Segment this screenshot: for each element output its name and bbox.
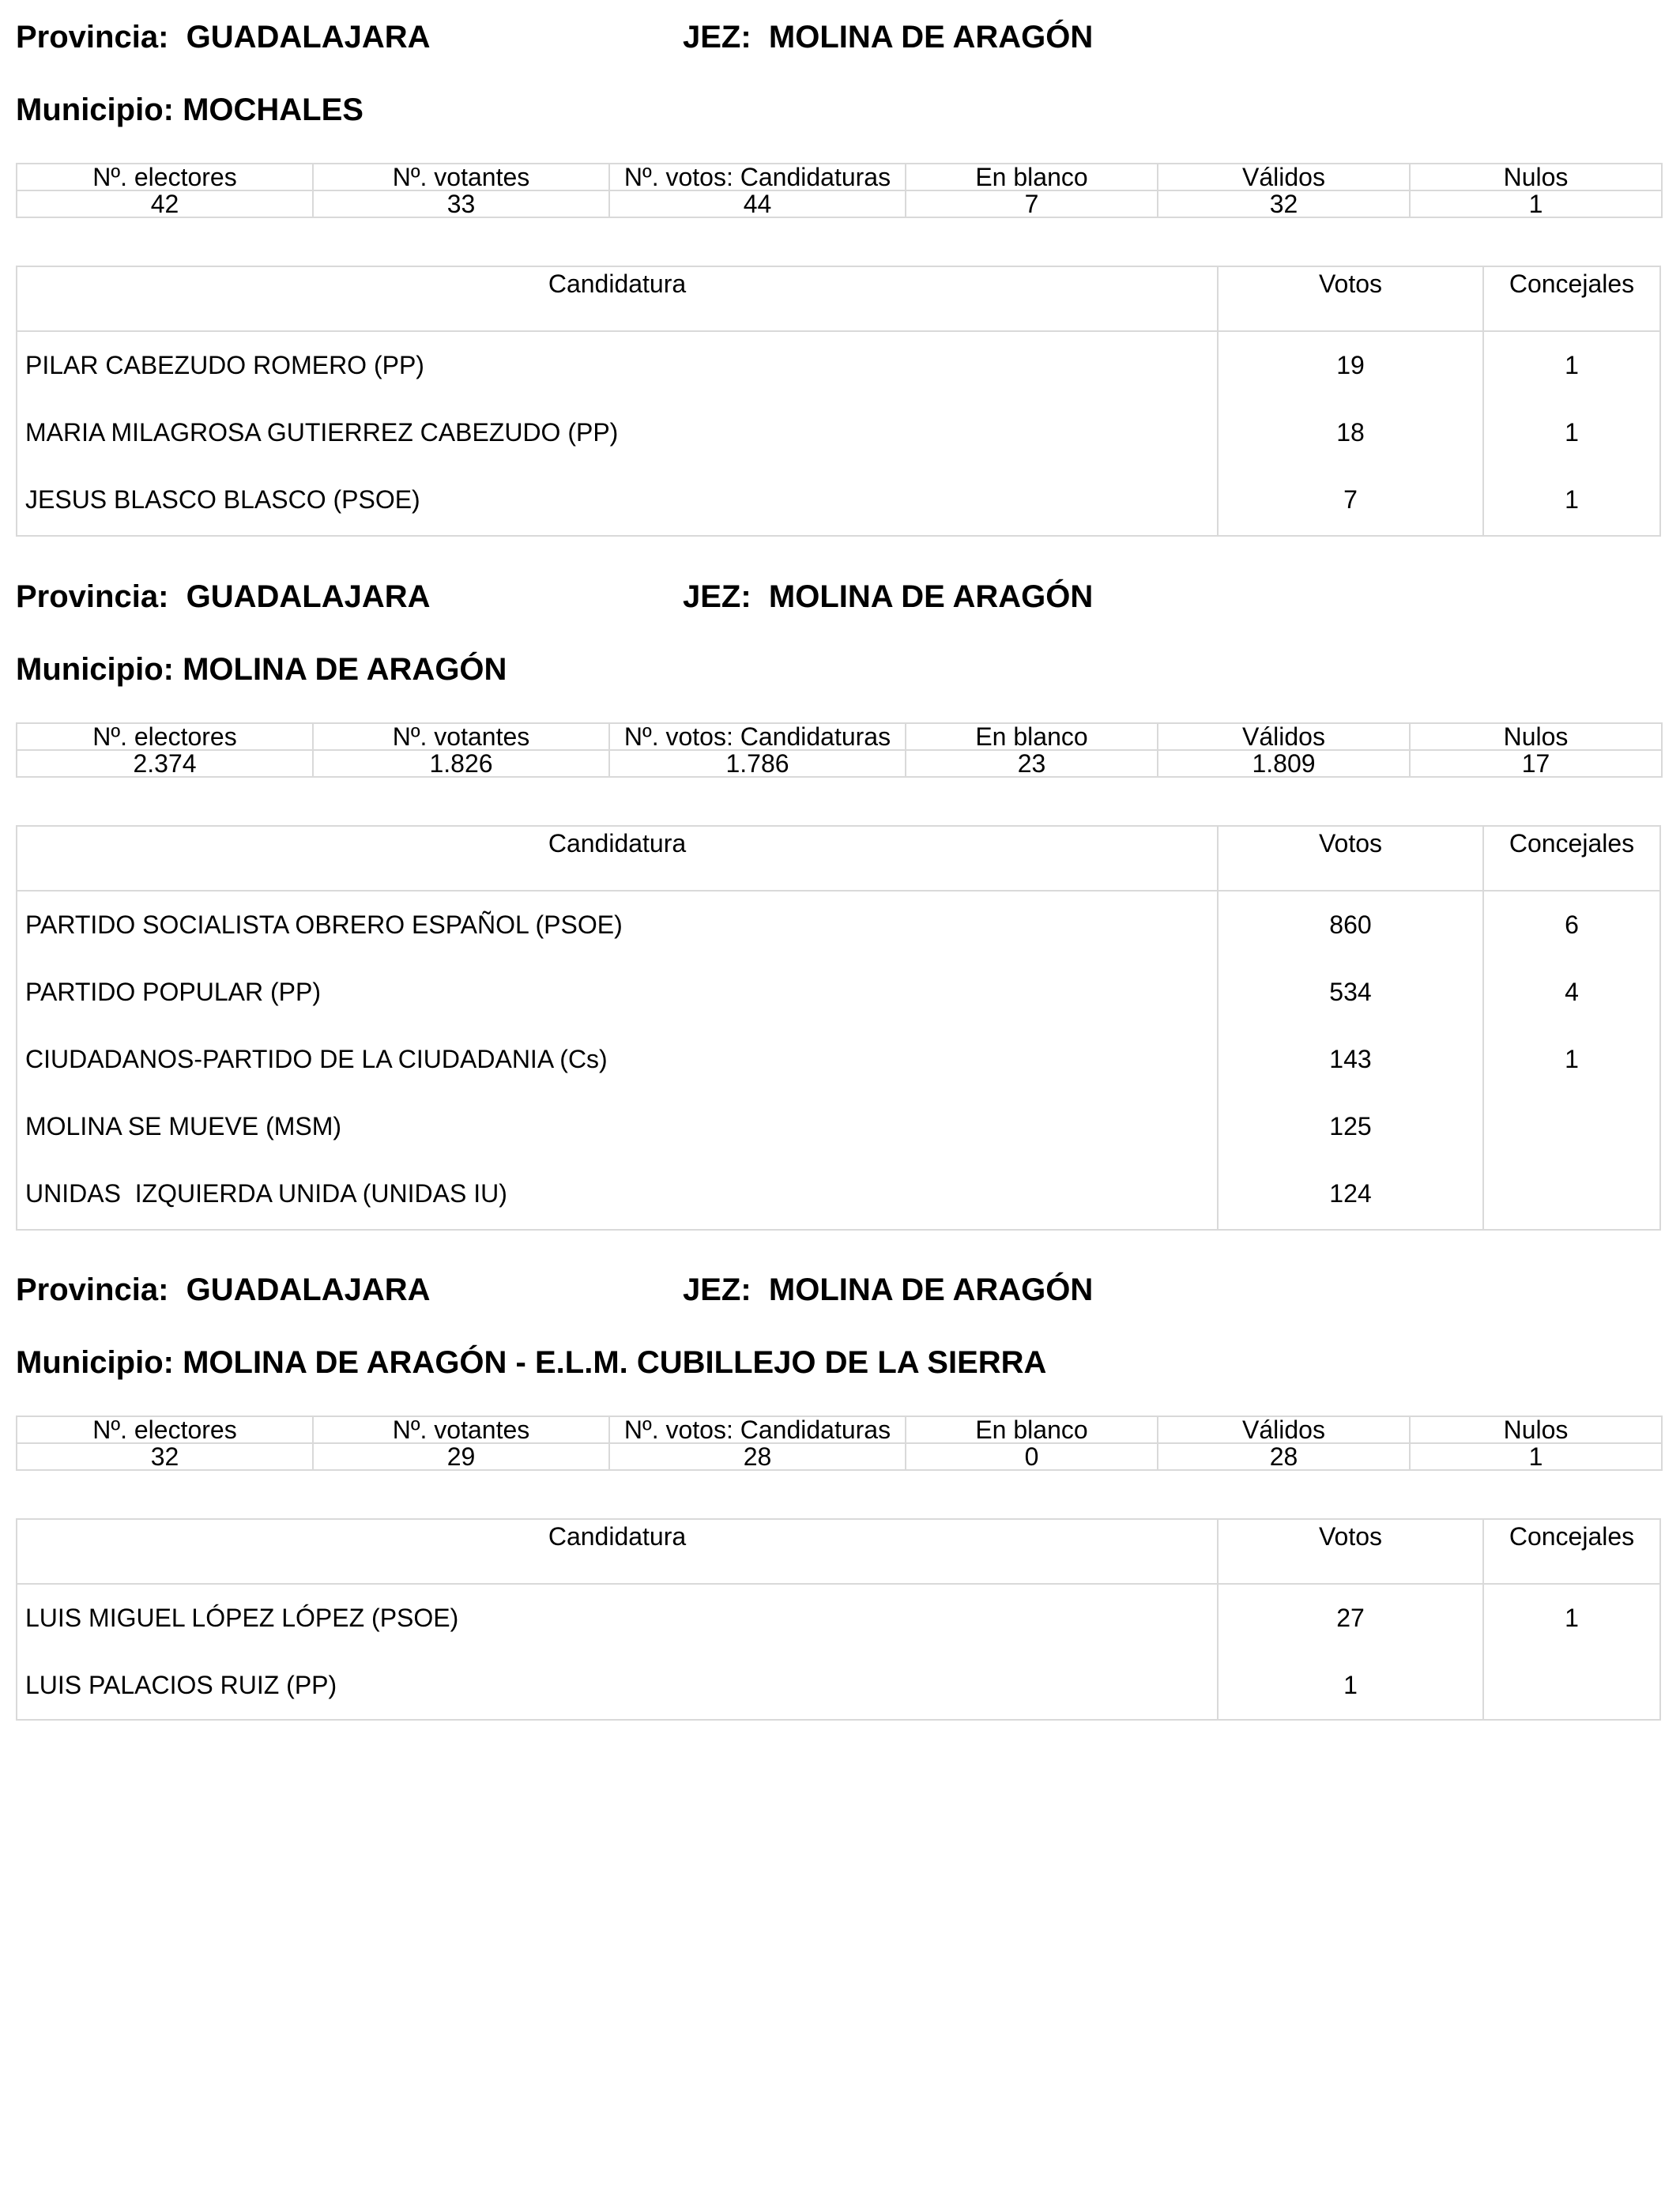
candidate-name: LUIS MIGUEL LÓPEZ LÓPEZ (PSOE)	[25, 1604, 459, 1632]
candidate-concejales: 6	[1565, 910, 1579, 939]
stat-header-validos: Válidos	[1158, 1416, 1410, 1443]
stats-value-row	[17, 750, 1662, 777]
candidate-row	[17, 1026, 1659, 1093]
candidate-row	[17, 1093, 1659, 1160]
candidate-name: MOLINA SE MUEVE (MSM)	[25, 1112, 342, 1140]
candidates-table	[16, 266, 1661, 537]
candidate-name: JESUS BLASCO BLASCO (PSOE)	[25, 485, 420, 514]
candidate-votos: 18	[1336, 418, 1365, 447]
stat-header-votos-candidaturas: Nº. votos: Candidaturas	[609, 723, 906, 750]
candidate-concejales: 1	[1565, 418, 1579, 447]
jez-label: JEZ: MOLINA DE ARAGÓN	[683, 1272, 1094, 1307]
jez-label: JEZ: MOLINA DE ARAGÓN	[683, 20, 1094, 55]
stat-value-electores: 32	[17, 1443, 313, 1470]
candidate-name: CIUDADANOS-PARTIDO DE LA CIUDADANIA (Cs)	[25, 1045, 608, 1073]
candidates-body	[17, 892, 1659, 1227]
stat-header-votantes: Nº. votantes	[313, 723, 609, 750]
provincia-label: Provincia: GUADALAJARA	[16, 20, 431, 55]
municipio-section	[16, 17, 1661, 514]
stats-table	[16, 163, 1663, 218]
stats-header-row	[17, 1416, 1662, 1443]
header-votos: Votos	[1318, 1522, 1383, 1551]
candidate-row	[17, 1160, 1659, 1227]
candidates-header-row	[17, 267, 1659, 332]
stat-header-validos: Válidos	[1158, 723, 1410, 750]
candidate-name: UNIDAS IZQUIERDA UNIDA (UNIDAS IU)	[25, 1179, 507, 1208]
stat-header-validos: Válidos	[1158, 164, 1410, 190]
candidates-header-row	[17, 827, 1659, 892]
provincia-label: Provincia: GUADALAJARA	[16, 579, 431, 614]
candidate-name: MARIA MILAGROSA GUTIERREZ CABEZUDO (PP)	[25, 418, 619, 447]
stat-header-nulos: Nulos	[1410, 1416, 1662, 1443]
stat-header-nulos: Nulos	[1410, 164, 1662, 190]
candidates-table	[16, 1518, 1661, 1721]
municipio-title: Municipio: MOCHALES	[16, 92, 363, 127]
header-candidatura: Candidatura	[548, 270, 687, 298]
section-header	[16, 577, 1661, 616]
candidate-votos: 534	[1329, 978, 1372, 1006]
stat-value-validos: 28	[1158, 1443, 1410, 1470]
stat-value-votantes: 33	[313, 190, 609, 217]
candidate-votos: 124	[1329, 1179, 1372, 1208]
stat-header-electores: Nº. electores	[17, 1416, 313, 1443]
stat-value-validos: 32	[1158, 190, 1410, 217]
candidate-votos: 27	[1336, 1604, 1365, 1632]
candidates-header-row	[17, 1520, 1659, 1585]
header-votos: Votos	[1318, 829, 1383, 858]
stat-value-votantes: 1.826	[313, 750, 609, 777]
header-concejales: Concejales	[1509, 270, 1635, 298]
stat-header-nulos: Nulos	[1410, 723, 1662, 750]
stat-header-votos-candidaturas: Nº. votos: Candidaturas	[609, 164, 906, 190]
header-concejales: Concejales	[1509, 1522, 1635, 1551]
candidate-concejales	[1484, 1093, 1659, 1160]
stat-header-electores: Nº. electores	[17, 723, 313, 750]
municipio-section	[16, 1270, 1661, 1699]
provincia-label: Provincia: GUADALAJARA	[16, 1272, 431, 1307]
candidate-votos: 7	[1343, 485, 1358, 514]
candidate-row	[17, 332, 1659, 399]
stat-value-en-blanco: 0	[906, 1443, 1158, 1470]
candidate-row	[17, 959, 1659, 1026]
candidate-votos: 143	[1329, 1045, 1372, 1073]
candidate-row	[17, 466, 1659, 533]
candidate-concejales: 1	[1565, 1604, 1579, 1632]
stats-value-row	[17, 190, 1662, 217]
stat-value-nulos: 17	[1410, 750, 1662, 777]
header-concejales: Concejales	[1509, 829, 1635, 858]
municipio-section	[16, 577, 1661, 1208]
candidate-name: PARTIDO SOCIALISTA OBRERO ESPAÑOL (PSOE)	[25, 910, 623, 939]
candidate-votos: 125	[1329, 1112, 1372, 1140]
stat-value-electores: 42	[17, 190, 313, 217]
stat-header-votantes: Nº. votantes	[313, 164, 609, 190]
stat-header-electores: Nº. electores	[17, 164, 313, 190]
jez-label: JEZ: MOLINA DE ARAGÓN	[683, 579, 1094, 614]
candidate-row	[17, 892, 1659, 959]
candidates-body	[17, 1585, 1659, 1719]
candidate-name: PARTIDO POPULAR (PP)	[25, 978, 321, 1006]
stats-header-row	[17, 164, 1662, 190]
header-candidatura: Candidatura	[548, 1522, 687, 1551]
stat-header-votantes: Nº. votantes	[313, 1416, 609, 1443]
candidate-row	[17, 1585, 1659, 1652]
municipio-title: Municipio: MOLINA DE ARAGÓN - E.L.M. CUBILLEJO DE LA SIERRA	[16, 1345, 1047, 1380]
candidate-concejales	[1484, 1160, 1659, 1227]
stat-value-nulos: 1	[1410, 1443, 1662, 1470]
header-candidatura: Candidatura	[548, 829, 687, 858]
candidate-votos: 19	[1336, 351, 1365, 379]
stat-header-votos-candidaturas: Nº. votos: Candidaturas	[609, 1416, 906, 1443]
stat-value-votos-candidaturas: 1.786	[609, 750, 906, 777]
candidate-votos: 860	[1329, 910, 1372, 939]
stat-header-en-blanco: En blanco	[906, 1416, 1158, 1443]
candidate-name: LUIS PALACIOS RUIZ (PP)	[25, 1671, 337, 1699]
section-header	[16, 17, 1661, 57]
candidate-concejales: 1	[1565, 351, 1579, 379]
candidate-concejales: 4	[1565, 978, 1579, 1006]
candidate-row	[17, 399, 1659, 466]
stat-value-en-blanco: 23	[906, 750, 1158, 777]
stat-value-electores: 2.374	[17, 750, 313, 777]
stat-value-en-blanco: 7	[906, 190, 1158, 217]
stats-header-row	[17, 723, 1662, 750]
stat-value-votos-candidaturas: 44	[609, 190, 906, 217]
stats-value-row	[17, 1443, 1662, 1470]
stat-value-votantes: 29	[313, 1443, 609, 1470]
candidate-name: PILAR CABEZUDO ROMERO (PP)	[25, 351, 424, 379]
stat-value-votos-candidaturas: 28	[609, 1443, 906, 1470]
stats-table	[16, 722, 1663, 778]
header-votos: Votos	[1318, 270, 1383, 298]
candidate-row	[17, 1652, 1659, 1719]
candidate-concejales: 1	[1565, 1045, 1579, 1073]
municipio-title: Municipio: MOLINA DE ARAGÓN	[16, 652, 507, 687]
candidate-concejales	[1484, 1652, 1659, 1719]
candidate-votos: 1	[1343, 1671, 1358, 1699]
stats-table	[16, 1416, 1663, 1471]
stat-value-nulos: 1	[1410, 190, 1662, 217]
stat-header-en-blanco: En blanco	[906, 164, 1158, 190]
section-header	[16, 1270, 1661, 1310]
stat-header-en-blanco: En blanco	[906, 723, 1158, 750]
candidate-concejales: 1	[1565, 485, 1579, 514]
stat-value-validos: 1.809	[1158, 750, 1410, 777]
candidates-body	[17, 332, 1659, 533]
candidates-table	[16, 825, 1661, 1231]
